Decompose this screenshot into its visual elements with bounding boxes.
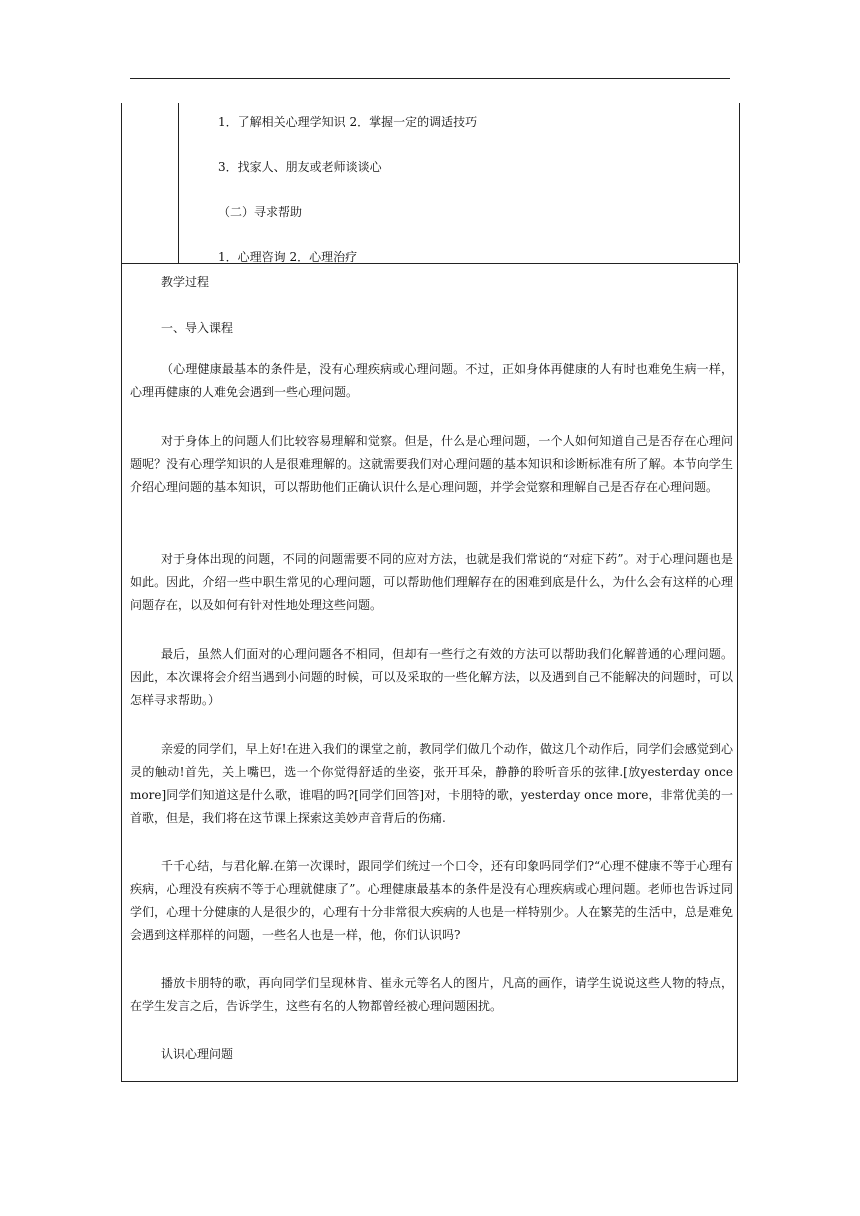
paragraph-3: 对于身体出现的问题，不同的问题需要不同的应对方法，也就是我们常说的“对症下药”。对于心理问题也是如此。因此，介绍一些中职生常见的心理问题，可以帮助他们理解存在的困难到底是什么，为什么会有这样的心理问题存在，以及如何有针对性地处理这些问题。 xyxy=(130,552,733,612)
paragraph-7: 播放卡朋特的歌，再向同学们呈现林肯、崔永元等名人的图片，凡高的画作，请学生说说这些人物的特点，在学生发言之后，告诉学生，这些有名的人物都曾经被心理问题困扰。 xyxy=(130,976,733,1013)
table-inner-border xyxy=(178,103,179,263)
paragraph-5: 亲爱的同学们，早上好!在进入我们的课堂之前，教同学们做几个动作，做这几个动作后，同学们会感觉到心灵的触动!首先，关上嘴巴，选一个你觉得舒适的坐姿，张开耳朵，静静的聆听音乐的弦律.[放yesterday once more]同学们知道这是什么歌，谁唱的吗?[同学们回答]对，卡朋特的歌，yesterday once more，非常优美的一首歌，但是，我们将在这节课上探索这美妙声音背后的伤痛. xyxy=(130,742,733,825)
closing-heading: 认识心理问题 xyxy=(161,1047,234,1061)
top-line-1: 1．了解相关心理学知识 2．掌握一定的调适技巧 xyxy=(218,115,478,129)
top-line-4: 1．心理咨询 2．心理治疗 xyxy=(218,250,358,264)
section-heading: 教学过程 xyxy=(161,275,210,289)
paragraph-2: 对于身体上的问题人们比较容易理解和觉察。但是，什么是心理问题，一个人如何知道自己是否存在心理问题呢？没有心理学知识的人是很难理解的。这就需要我们对心理问题的基本知识和诊断标准有所了解。本节向学生介绍心理问题的基本知识，可以帮助他们正确认识什么是心理问题，并学会觉察和理解自己是否存在心理问题。 xyxy=(130,434,733,494)
section-title: 一、导入课程 xyxy=(161,321,234,335)
top-line-2: 3．找家人、朋友或老师谈谈心 xyxy=(218,160,382,174)
paragraph-4: 最后，虽然人们面对的心理问题各不相同，但却有一些行之有效的方法可以帮助我们化解普通的心理问题。因此，本次课将会介绍当遇到小问题的时候，可以及采取的一些化解方法，以及遇到自己不能解决的问题时，可以怎样寻求帮助。） xyxy=(130,647,733,707)
paragraph-6: 千千心结，与君化解.在第一次课时，跟同学们统过一个口令，还有印象吗同学们?“心理不健康不等于心理有疾病，心理没有疾病不等于心理就健康了”。心理健康最基本的条件是没有心理疾病或心理问题。老师也告诉过同学们，心理十分健康的人是很少的，心理有十分非常很大疾病的人也是一样特别少。人在繁芜的生活中，总是难免会遇到这样那样的问题，一些名人也是一样，他，你们认识吗? xyxy=(130,859,733,942)
top-line-3: （二）寻求帮助 xyxy=(218,205,303,219)
paragraph-1: （心理健康最基本的条件是，没有心理疾病或心理问题。不过，正如身体再健康的人有时也难免生病一样，心理再健康的人难免会遇到一些心理问题。 xyxy=(130,362,733,399)
header-rule xyxy=(130,78,730,79)
